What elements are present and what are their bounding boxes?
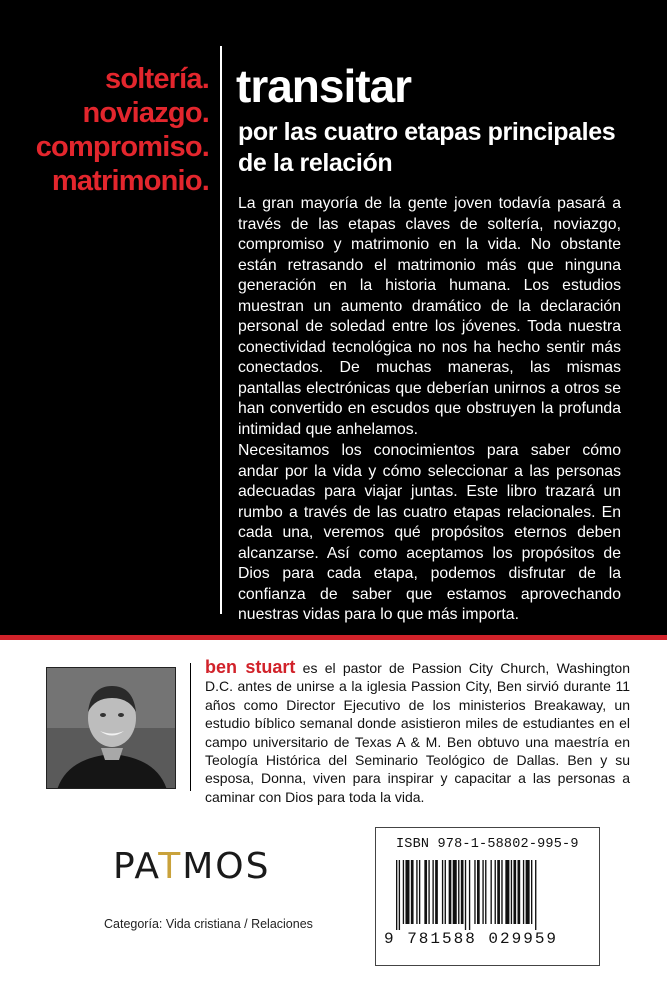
logo-text-right: MOS (182, 846, 271, 887)
barcode-bar (403, 860, 404, 924)
barcode-bar (495, 860, 496, 924)
barcode-bar (396, 860, 397, 930)
barcode-bar (465, 860, 466, 930)
book-title: transitar (236, 60, 412, 112)
barcode-bar (482, 860, 483, 924)
vertical-divider (220, 46, 222, 614)
barcode-bar (535, 860, 536, 930)
barcode-bar (442, 860, 443, 924)
barcode-bar (511, 860, 512, 924)
barcode-bar (485, 860, 486, 924)
isbn-barcode (375, 827, 600, 966)
barcode-bar (399, 860, 400, 930)
barcode-bar (526, 860, 530, 924)
description-paragraph-2: Necesitamos los conocimientos para saber cómo andar por la vida y cómo seleccionar a las personas adecuadas para viajar juntas. Este libro trazará un rumbo a través de las cuatro etapas relacionales. En cada una, veremos qué propósitos eternos deben alcanzarse. Así como aceptamos los propósitos de Dios para cada etapa, podemos disfrutar de la confianza de saber que estamos aprovechando nuestras vidas para lo que más importa. (238, 442, 621, 623)
barcode-bar (531, 860, 532, 924)
barcode-bar (449, 860, 452, 924)
barcode-bar (416, 860, 417, 924)
barcode-bar (445, 860, 446, 924)
author-name: ben stuart (205, 657, 296, 677)
author-divider (190, 663, 191, 791)
barcode-bars (396, 860, 586, 930)
author-bio (205, 658, 630, 806)
barcode-bar (513, 860, 516, 924)
barcode-bar (424, 860, 427, 924)
logo-text-left: PA (113, 846, 159, 887)
publisher-logo (113, 846, 271, 887)
stage-dating: noviazgo. (82, 97, 209, 129)
stage-engagement: compromiso. (35, 131, 209, 163)
description-paragraph-1: La gran mayoría de la gente joven todavía pasará a través de las etapas claves de soltería, noviazgo, compromiso y matrimonio en la vida. No obstante están retrasando el matrimonio más que ninguna generación en la historia humana. Los estudios muestran un aumento dramático de la declaración personal de soledad entre los jóvenes. Toda nuestra conectividad tecnológica no nos ha hecho sentir más conectados. De muchas maneras, las mismas pantallas electrónicas que deberían unirnos a otros se han convertido en escudos que obstruyen la profunda intimidad que anhelamos. (238, 195, 621, 438)
stage-singleness: soltería. (104, 63, 209, 95)
barcode-bar (419, 860, 420, 924)
barcode-bar (477, 860, 480, 924)
barcode-bar (491, 860, 492, 924)
author-bio-text: es el pastor de Passion City Church, Washington D.C. antes de unirse a la iglesia Passion City, Ben sirvió durante 11 años como Director Ejecutivo de los ministerios Breakaway, un estudio bíblico semanal donde asistieron miles de estudiantes en el campo universitario de Texas A & M. Ben obtuvo una maestría en Teología Histórica del Seminario Teológico de Dallas. Ben y su esposa, Donna, viven para inspirar y capacitar a las personas a caminar con Dios para toda la vida. (205, 660, 630, 805)
barcode-bar (501, 860, 502, 924)
relationship-stages (36, 62, 209, 198)
barcode-bar (458, 860, 459, 924)
barcode-bar (505, 860, 509, 924)
category-label: Categoría: Vida cristiana / Relaciones (104, 917, 313, 931)
barcode-bar (428, 860, 429, 924)
book-subtitle: por las cuatro etapas principales de la relación (238, 118, 616, 177)
barcode-bar (411, 860, 414, 924)
barcode-bar (405, 860, 409, 924)
barcode-bar (497, 860, 500, 924)
logo-text-accent: T (158, 846, 183, 887)
author-photo (46, 667, 176, 789)
isbn-digits: 9 781588 029959 (384, 930, 559, 948)
barcode-bar (461, 860, 464, 924)
barcode-bar (432, 860, 433, 924)
barcode-bar (523, 860, 524, 924)
barcode-bar (474, 860, 475, 924)
barcode-bar (453, 860, 457, 924)
isbn-label: ISBN 978-1-58802-995-9 (396, 837, 579, 852)
barcode-bar (435, 860, 438, 924)
barcode-bar (518, 860, 521, 924)
barcode-bar (469, 860, 470, 930)
stage-marriage: matrimonio. (51, 165, 209, 197)
